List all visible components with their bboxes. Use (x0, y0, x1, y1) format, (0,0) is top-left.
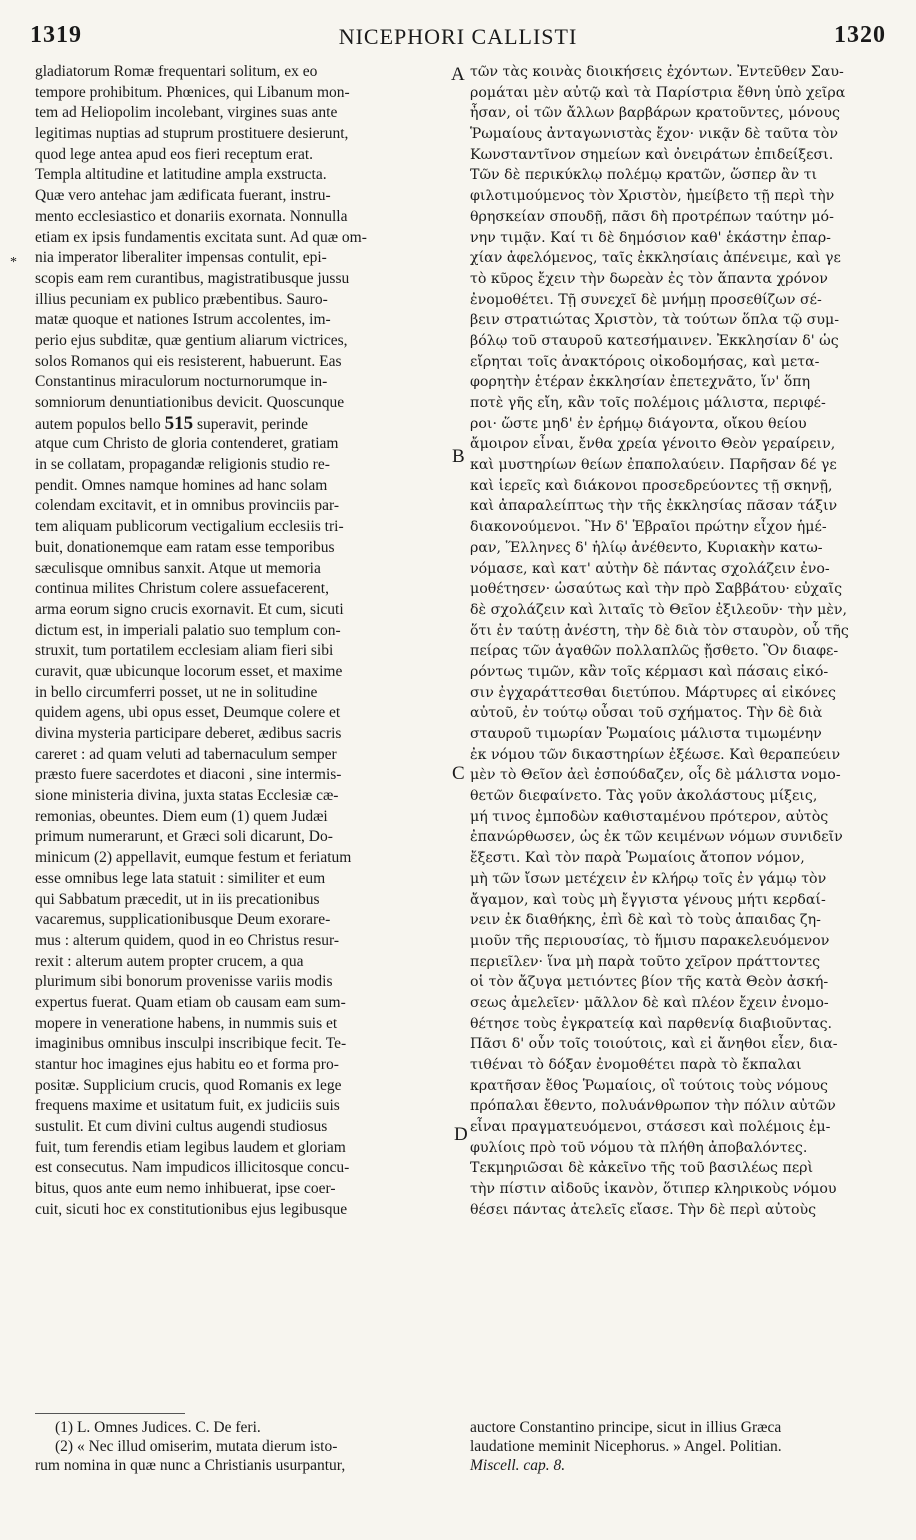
text-line: χίαν ἀφελόμενος, ταῖς ἐκκλησίαις ἀπένειμε, καὶ γε (470, 250, 841, 267)
text-line: mopere in veneratione habens, in nummis suis et (35, 1014, 338, 1032)
margin-marker-b: B (452, 446, 465, 467)
text-line: τὸ κῦρος ἔχειν τὴν δωρεὰν ἐς τὸν ἅπαντα χρόνον (470, 270, 828, 287)
text-line: illius pecuniam ex publico præbentibus. Sauro- (35, 290, 328, 308)
page-number-right: 1320 (834, 22, 886, 48)
text-line: δὲ σχολάζειν καὶ λιταῖς τὸ Θεῖον ἐξιλεοῦν· τὴν μὲν, (470, 601, 848, 618)
text-line: etiam ex ipsis fundamentis excitata sunt. Ad quæ om- (35, 228, 367, 246)
text-line: scopis eam rem curantibus, magistratibusque jussu (35, 269, 350, 287)
text-line: εἶναι πραγματευόμενοι, στάσεσι καὶ πολέμοις ἐμ- (470, 1119, 831, 1136)
text-line: plurimum sibi bonorum provenisse variis modis (35, 973, 333, 991)
text-line: ἄμοιρον εἶναι, ἔνθα χρεία γένοιτο Θεὸν γεραίρειν, (470, 436, 836, 453)
text-line: divina mysteria participare deberet, ædibus sacris (35, 725, 342, 742)
text-line: tem aliquam publicorum vectigalium ecclesiis tri- (35, 518, 344, 536)
text-line: continua milites Christum colere assuefacerent, (35, 580, 329, 598)
text-line: est consecutus. Nam impudicos illicitosque concu- (35, 1159, 350, 1177)
text-line: in bello circumferri posset, ut ne in solitudine (35, 683, 318, 701)
text-line: vacaremus, supplicationibusque Deum exorare- (35, 911, 331, 929)
text-line: μὲν τὸ Θεῖον ἀεὶ ἐσπούδαζεν, οἷς δὲ μάλιστα νομο- (470, 767, 841, 784)
text-line: νην τιμᾷν. Καί τι δὲ δημόσιον καθ' ἑκάστην ἐπαρ- (470, 229, 831, 246)
text-line: Κωνσταντῖνον σημείων καὶ ὀνειράτων ἐπιδείξεσι. (470, 146, 834, 163)
text-line: quod lege antea apud eos fieri receptum erat. (35, 145, 314, 163)
footnote-line: auctore Constantino principe, sicut in illius Græca (470, 1419, 782, 1436)
text-line: nia imperator liberaliter impensas contulit, epi- (35, 249, 327, 267)
text-line: expertus fuerat. Quam etiam ob causam eam sum- (35, 993, 346, 1011)
text-line: ἐπανώρθωσεν, ὡς ἐκ τῶν κειμένων νόμων συνιδεῖν (470, 829, 843, 846)
text-line: sustulit. Et cum divini cultus augendi studiosus (35, 1118, 328, 1136)
text-line: σεως ἀμελεῖεν· μᾶλλον δὲ καὶ πλέον ἔχειν ἐνομο- (470, 994, 829, 1011)
text-line: careret : ad quam veluti ad tabernaculum semper (35, 745, 337, 763)
text-line: τὴν πίστιν αἰδοῦς ἱκανὸν, ὅτιπερ κληρικοὺς νόμου (470, 1181, 837, 1198)
text-line: νόμασε, καὶ κατ' αὐτὴν δὲ πάντας σχολάζειν ἐνο- (470, 560, 830, 577)
text-line: positæ. Supplicium crucis, quod Romanis ex lege (35, 1076, 342, 1094)
text-line: βόλῳ τοῦ σταυροῦ κατεσήμαινεν. Ἐκκλησίαν δ' ὡς (470, 332, 839, 349)
text-line: præsto fuere sacerdotes et diaconi , sine intermis- (35, 766, 342, 784)
text-line: ποτὲ γῆς εἴη, κἂν τοῖς πολέμοις μάλιστα, περιφέ- (470, 395, 826, 411)
margin-star: * (10, 255, 17, 270)
text-line: αὐτοῦ, ἐν τούτῳ οὖσαι τοῦ σχήματος. Τὴν δὲ διὰ (470, 705, 823, 722)
text-line: θέτησε τοὺς ἐγκρατείᾳ καὶ παρθενίᾳ διαβιοῦντας. (470, 1015, 833, 1032)
text-line: Πᾶσι δ' οὖν τοῖς τοιούτοις, καὶ εἰ ἄνηθοι εἶεν, δια- (470, 1036, 838, 1053)
text-line: ροι· ὥστε μηδ' ἐν ἐρήμῳ διάγοντα, οἴκου θείου (470, 415, 807, 432)
text-line: fuit, tum ferendis etiam legibus laudem et gloriam (35, 1138, 346, 1156)
text-line: minicum (2) appellavit, eumque festum et feriatum (35, 849, 352, 867)
text-line: stantur hoc imagines ejus habitu eo et forma pro- (35, 1056, 339, 1073)
running-title: NICEPHORI CALLISTI (338, 24, 578, 49)
text-line: ἐκ νόμου τῶν δικαστηρίων ἐξέωσε. Καὶ θεραπεύειν (470, 746, 841, 763)
text-line: ἔξεστι. Καὶ τὸν παρὰ Ῥωμαίοις ἄτοπον νόμον, (470, 850, 805, 867)
text-line: καὶ ἀπαραλείπτως τὴν τῆς ἐκκλησίας πᾶσαν τάξιν (470, 498, 838, 515)
text-line: θέσει πάντας ἀτελεῖς εἴασε. Τὴν δὲ περὶ αὐτοὺς (470, 1201, 817, 1218)
text-line: Templa altitudine et latitudine ampla exstructa. (35, 166, 327, 184)
text-line: ρομάται μὲν αὐτῷ καὶ τὰ Παρίστρια ἔθνη ὑπὸ χεῖρα (470, 84, 846, 101)
text-line: atque cum Christo de gloria contenderet, gratiam (35, 435, 339, 453)
text-line: ἦσαν, οἱ τῶν ἄλλων βαρβάρων κρατοῦντες, μόνους (470, 105, 840, 122)
text-line: Quæ vero antehac jam ædificata fuerant, instru- (35, 187, 331, 205)
text-line: somniorum denuntiationibus devicit. Quoscunque (35, 394, 345, 411)
text-line: φιλοτιμούμενος τὸν Χριστὸν, ἠμείβετο τῇ περὶ τὴν (470, 188, 835, 205)
text-line: βειν στρατιώτας Χριστὸν, τὰ τούτων ὅπλα τῷ συμ- (470, 312, 839, 329)
text-line: πρόπαλαι ἔθεντο, πολυάνθρωπον τὴν πόλιν αὐτῶν (470, 1098, 836, 1115)
text-line: mento ecclesiastico et donariis exornata. Nonnulla (35, 207, 348, 225)
text-line: rexit : alterum autem propter crucem, a qua (35, 952, 304, 970)
text-line: μή τινος ἐμποδὼν καθισταμένου πρότερον, αὐτὸς (470, 808, 829, 825)
latin-column (35, 62, 451, 1221)
footnote-line: (2) « Nec illud omiserim, mutata dierum isto- (55, 1438, 338, 1455)
footnote-line: laudatione meminit Nicephorus. » Angel. Politian. (470, 1438, 782, 1455)
text-line: ἐνομοθέτει. Τῇ συνεχεῖ δὲ μνήμῃ προσεθίζων σέ- (470, 291, 822, 308)
text-line: Constantinus miraculorum nocturnorumque in- (35, 373, 328, 391)
footnote-line: Miscell. cap. 8. (470, 1457, 566, 1474)
column-number: 515 (164, 413, 194, 434)
text-line: colendam excitavit, et in omnibus provinciis par- (35, 497, 340, 515)
text-line: Τῶν δὲ περικύκλῳ πολέμῳ κρατῶν, ὥσπερ ἂν τι (470, 167, 818, 184)
text-line: esse omnibus lege lata statuit : similiter et eum (35, 869, 326, 887)
footnote-rule (35, 1413, 185, 1414)
margin-marker-d: D (454, 1124, 468, 1145)
text-line: φορητὴν ἑτέραν ἐκκλησίαν ἐπετεχνᾶτο, ἵν' ὅπη (470, 374, 811, 391)
text-line: arma eorum signo crucis exornavit. Et cum, sicuti (35, 600, 344, 618)
text-line: struxit, tum portatilem ecclesiam aliam fieri sibi (35, 642, 334, 660)
greek-column (470, 62, 880, 1221)
text-line: sione ministeria divina, juxta statas Ecclesiæ cæ- (35, 787, 339, 805)
text-line: quidem agens, ubi opus esset, Deumque colere et (35, 704, 341, 722)
footnote-line: (1) L. Omnes Judices. C. De feri. (55, 1419, 261, 1436)
footnote-line: rum nomina in quæ nunc a Christianis usurpantur, (35, 1457, 346, 1474)
text-line: tempore prohibitum. Phœnices, qui Libanum mon- (35, 83, 350, 101)
text-line: διακονούμενοι. Ἣν δ' Ἑβραῖοι πρώτην εἶχον ἡμέ- (470, 519, 827, 536)
text-line: imaginibus omnibus insculpi inscribique fecit. Te- (35, 1035, 347, 1053)
text-line: remonias, obeuntes. Diem eum (1) quem Judæi (35, 807, 328, 825)
text-line: Ῥωμαίους ἀνταγωνιστὰς ἔχον· νικᾷν δὲ ταῦτα τὸν (470, 126, 839, 143)
text-line: καὶ ἱερεῖς καὶ διάκονοι προσεδρεύοντες τῇ σκηνῇ, (470, 477, 833, 494)
text-line: dictum est, in imperiali palatio suo templum con- (35, 621, 341, 639)
margin-marker-c: C (452, 763, 465, 784)
text-line: ρόντως τιμῶν, κἂν τοῖς κέρμασι καὶ πάσαις εἰκό- (470, 663, 829, 680)
text-line: buit, donationemque eam ratam esse temporibus (35, 538, 335, 556)
text-line: περιεῖλεν· ἵνα μὴ παρὰ τοῦτο χεῖρον πράττοντες (470, 953, 821, 970)
text-line: ὅτι ἐν ταύτῃ ἀνέστη, τὴν δὲ διὰ τὸν σταυρὸν, οὗ τῆς (470, 622, 849, 639)
text-line: νειν ἐκ διαθήκης, ἐπὶ δὲ καὶ τὸ τοὺς ἀπαιδας ζη- (470, 912, 821, 929)
text-line: in se collatam, propagandæ religionis studio re- (35, 456, 330, 474)
text-line: curavit, quæ ubicunque locorum esset, et maxime (35, 662, 343, 680)
page-number-left: 1319 (30, 22, 82, 48)
text-line: οἱ τὸν ἄζυγα μετιόντες βίον τῆς κατὰ Θεὸν ἀσκή- (470, 974, 829, 991)
text-line: φυλίοις πρὸ τοῦ νόμου τὰ πλήθη ἀποβαλόντες. (470, 1139, 808, 1156)
text-line: autem populos bello 515 superavit, perinde (35, 413, 308, 434)
text-line: ραν, Ἕλληνες δ' ἡλίῳ ἀνέθεντο, Κυριακὴν κατω- (470, 539, 823, 556)
text-line: mus : alterum quidem, quod in eo Christus resur- (35, 931, 340, 949)
text-line: εἴρηται τοῖς ἀνακτόροις οἰκοδομήσας, καὶ μετα- (470, 353, 820, 370)
text-line: τῶν τὰς κοινὰς διοικήσεις ἐχόντων. Ἐντεῦθεν Σαυ- (470, 64, 844, 80)
text-line: σταυροῦ τιμωρίαν Ῥωμαίοις μάλιστα τιμωμένην (470, 726, 822, 742)
margin-marker-a: A (451, 64, 465, 85)
text-line: cuit, sicuti hoc ex constitutionibus ejus legibusque (35, 1200, 348, 1218)
text-line: pendit. Omnes namque homines ad hanc solam (35, 476, 328, 494)
text-line: μιοῦν τῆς περιουσίας, τὸ ἥμισυ παρακελευόμενον (470, 932, 830, 949)
text-line: primum numerarunt, et Græci soli dicarunt, Do- (35, 828, 333, 846)
text-line: σιν ἐγχαράττεσθαι διετύπου. Μάρτυρες αἱ εἰκόνες (470, 684, 836, 701)
text-line: θρησκείαν σπουδῇ, πᾶσι δὴ προτρέπων ταύτην μό- (470, 208, 834, 225)
text-line: qui Sabbatum præcedit, ut in iis precationibus (35, 890, 320, 908)
text-line: sæculisque omnibus sanxit. Atque ut memoria (35, 559, 321, 577)
text-line: ἄγαμον, καὶ τοὺς μὴ ἔγγιστα γένους μήτι κερδαί- (470, 891, 826, 908)
text-line: μοθέτησεν· ὡσαύτως καὶ τὴν πρὸ Σαββάτου· εὐχαῖς (470, 581, 843, 598)
text-line: solos Romanos qui eis resisterent, habuerunt. Eas (35, 352, 342, 370)
text-line: πείρας τῶν ἀγαθῶν πολλαπλῶς ᾔσθετο. Ὃν διαφε- (470, 643, 839, 660)
page-header (30, 22, 886, 54)
text-line: perio ejus subditæ, quæ gentium aliarum victrices, (35, 331, 348, 349)
text-line: Τεκμηριῶσαι δὲ κἀκεῖνο τῆς τοῦ βασιλέως περὶ (470, 1160, 814, 1177)
text-line: bitus, quos ante eum nemo inhibuerat, ipse coer- (35, 1180, 336, 1198)
text-line: τιθέναι τὸ δόξαν ἐνομοθέτει παρὰ τὸ ἔκπαλαι (470, 1057, 802, 1073)
text-line: κρατῆσαν ἔθος Ῥωμαίοις, οἳ τούτοις τοὺς νόμους (470, 1077, 828, 1094)
text-line: καὶ μυστηρίων θείων ἐπαπολαύειν. Παρῆσαν δέ γε (470, 457, 837, 474)
text-line: μὴ τῶν ἴσων μετέχειν ἐν κλήρῳ τοῖς ἐν γάμῳ τὸν (470, 870, 827, 887)
text-line: legitimas nuptias ad stuprum prostituere desierunt, (35, 125, 349, 143)
text-line: tem ad Heliopolim incolebant, virgines suas ante (35, 104, 338, 122)
text-line: gladiatorum Romæ frequentari solitum, ex eo (35, 63, 318, 80)
text-line: frequens maxime et usitatum fuit, ex judiciis suis (35, 1097, 340, 1115)
text-line: θετῶν διεφαίνετο. Τὰς γοῦν ἀκολάστους μίξεις, (470, 788, 818, 805)
text-line: matæ quoque et nationes Istrum accolentes, im- (35, 311, 331, 329)
